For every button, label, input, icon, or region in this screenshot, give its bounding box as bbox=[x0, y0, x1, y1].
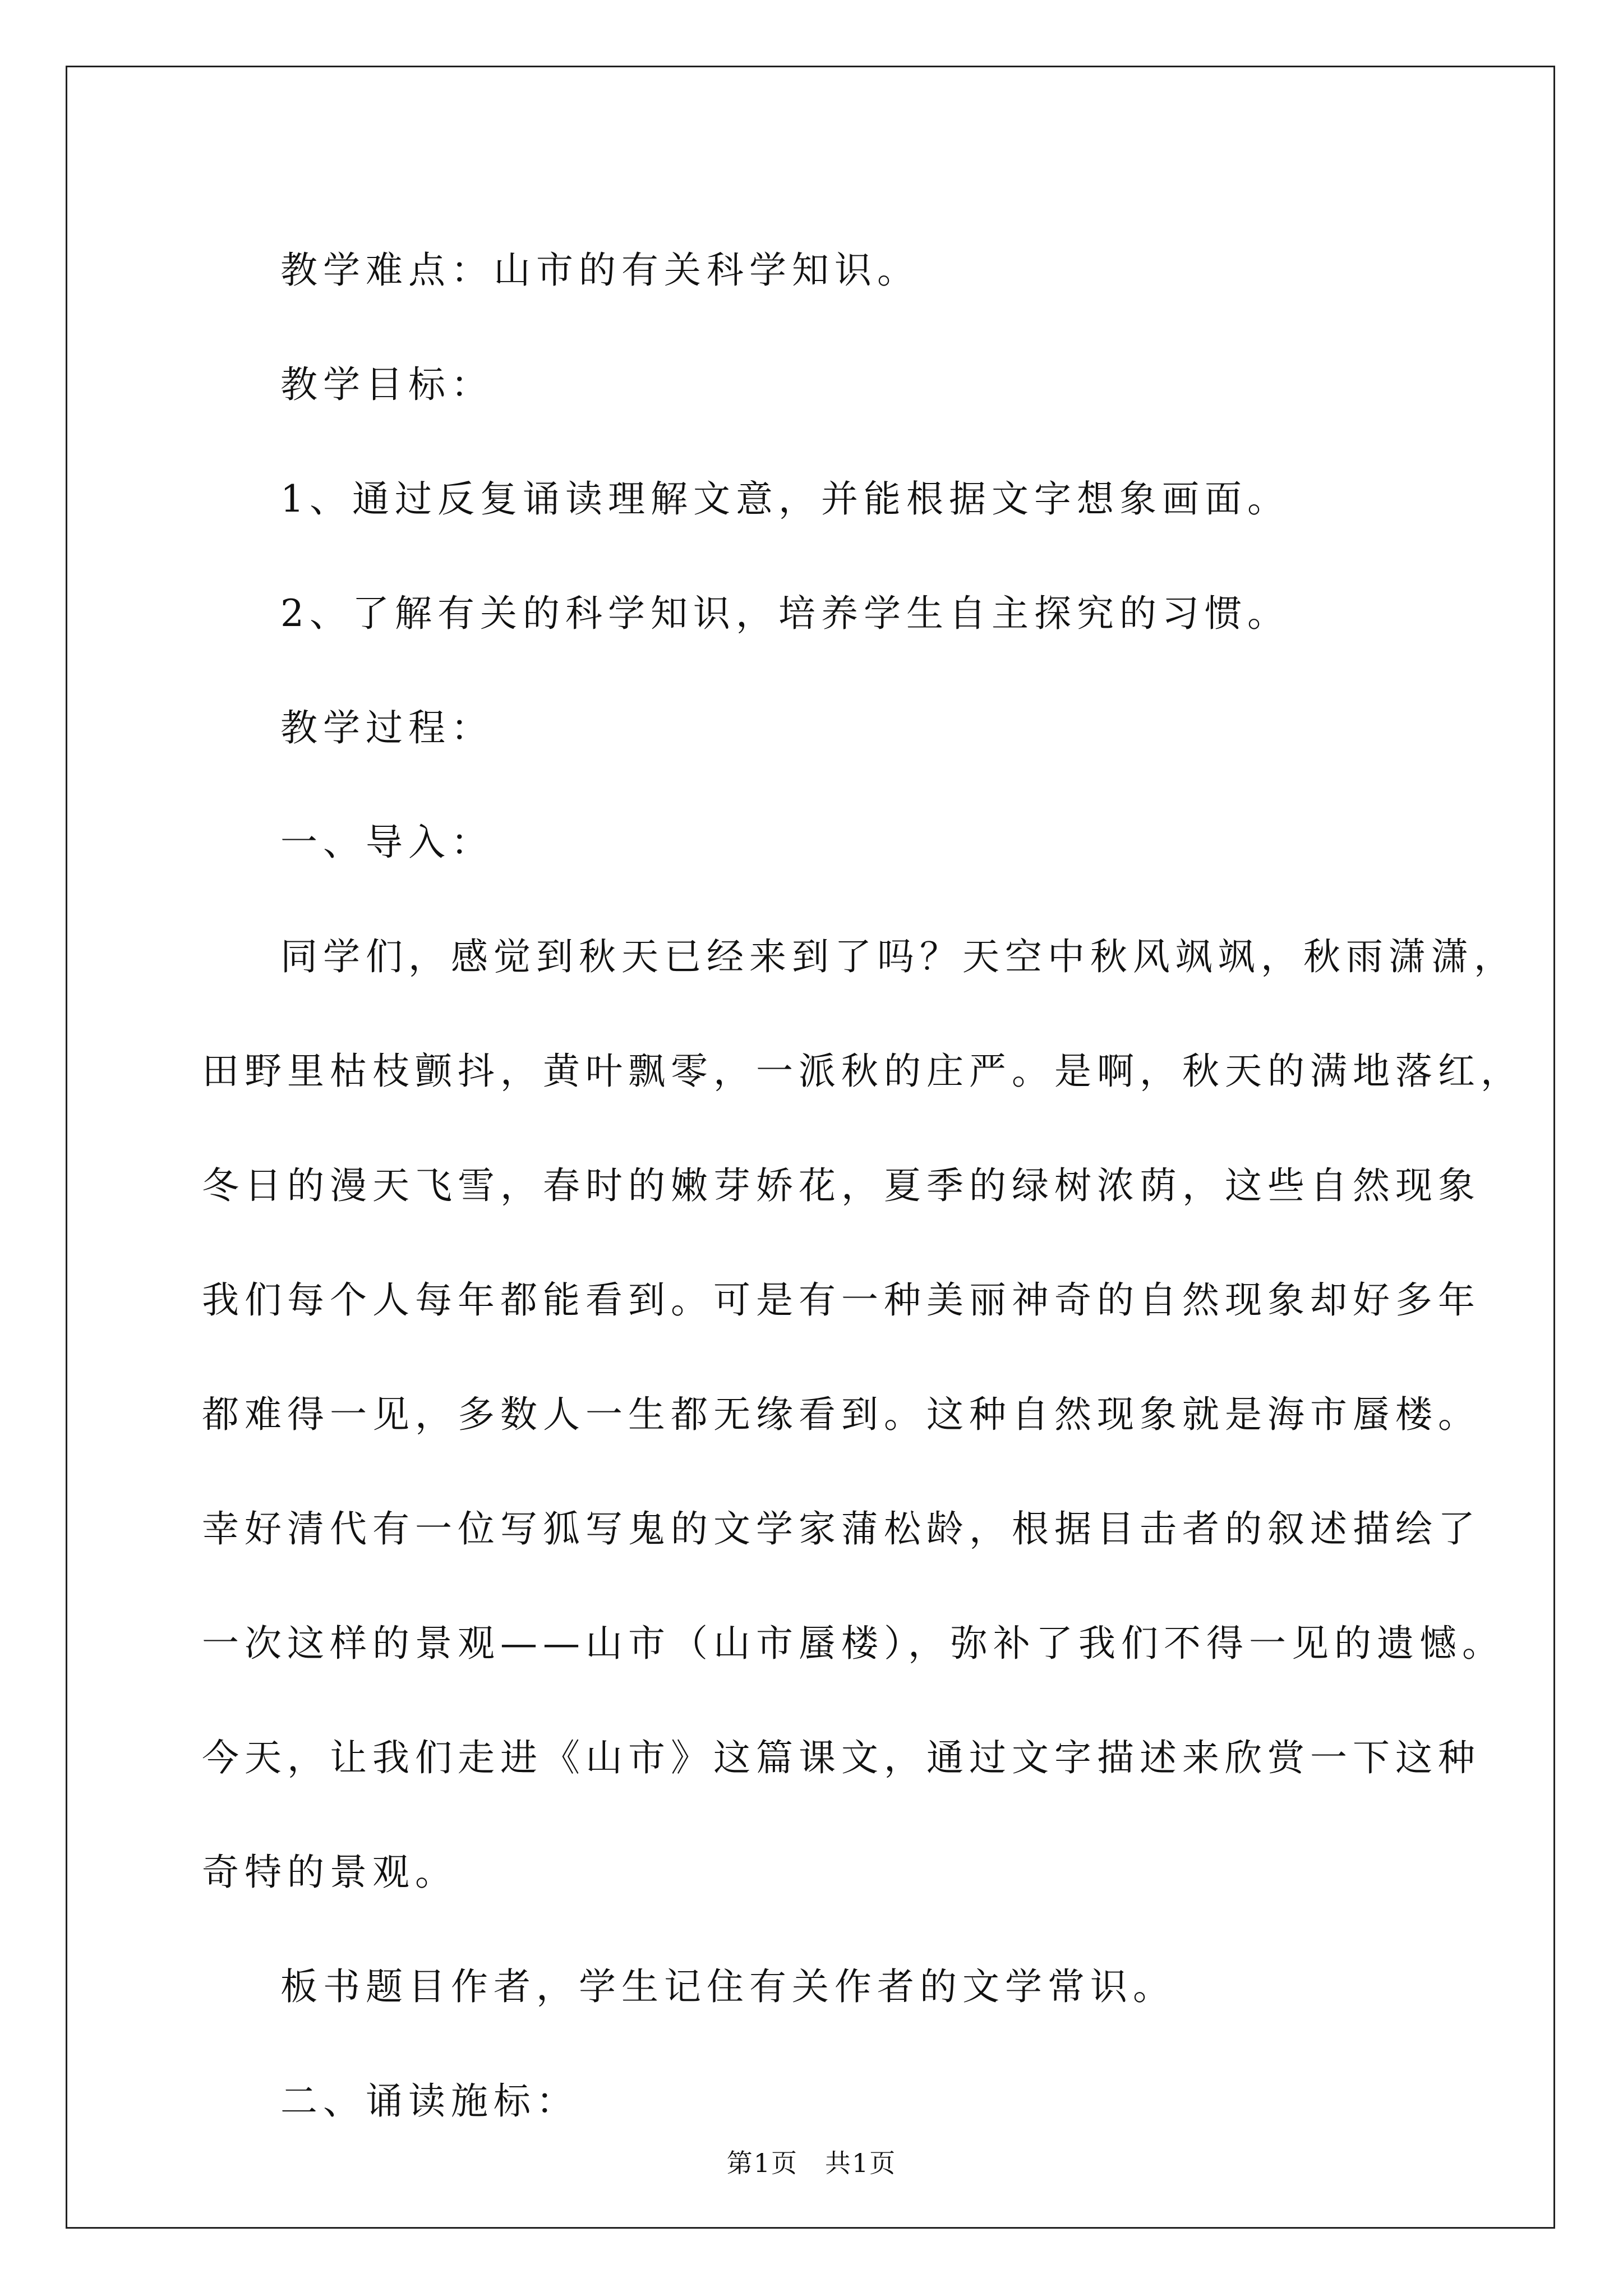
intro-line: 冬日的漫天飞雪，春时的嫩芽娇花，夏季的绿树浓荫，这些自然现象 bbox=[202, 1164, 1481, 1207]
paragraph-intro-text bbox=[202, 900, 1523, 1930]
paragraph-process-heading: 教学过程： bbox=[280, 706, 494, 749]
paragraph-goal-1: 1、通过反复诵读理解文意，并能根据文字想象画面。 bbox=[280, 477, 1290, 521]
paragraph-intro-heading: 一、导入： bbox=[280, 821, 494, 864]
paragraph-reading-heading: 二、诵读施标： bbox=[280, 2079, 579, 2123]
intro-line: 田野里枯枝颤抖，黄叶飘零，一派秋的庄严。是啊，秋天的满地落红， bbox=[202, 1050, 1523, 1093]
intro-line: 奇特的景观。 bbox=[202, 1851, 458, 1894]
intro-line: 同学们，感觉到秋天已经来到了吗？天空中秋风飒飒，秋雨潇潇， bbox=[280, 935, 1516, 978]
paragraph-goal-2: 2、了解有关的科学知识，培养学生自主探究的习惯。 bbox=[280, 592, 1290, 635]
intro-line: 都难得一见，多数人一生都无缘看到。这种自然现象就是海市蜃楼。 bbox=[202, 1393, 1481, 1436]
intro-line: 我们每个人每年都能看到。可是有一种美丽神奇的自然现象却好多年 bbox=[202, 1278, 1481, 1322]
intro-line: 今天，让我们走进《山市》这篇课文，通过文字描述来欣赏一下这种 bbox=[202, 1736, 1481, 1779]
intro-line: 幸好清代有一位写狐写鬼的文学家蒲松龄，根据目击者的叙述描绘了 bbox=[202, 1507, 1481, 1550]
paragraph-blackboard-note: 板书题目作者，学生记住有关作者的文学常识。 bbox=[280, 1965, 1175, 2008]
paragraph-teaching-difficulty: 教学难点：山市的有关科学知识。 bbox=[280, 249, 920, 292]
document-body bbox=[202, 213, 1523, 2159]
paragraph-teaching-goals-heading: 教学目标： bbox=[280, 363, 494, 406]
page-number: 第1页 共1页 bbox=[726, 2148, 897, 2178]
intro-line: 一次这样的景观——山市（山市蜃楼），弥补了我们不得一见的遗憾。 bbox=[202, 1622, 1505, 1665]
